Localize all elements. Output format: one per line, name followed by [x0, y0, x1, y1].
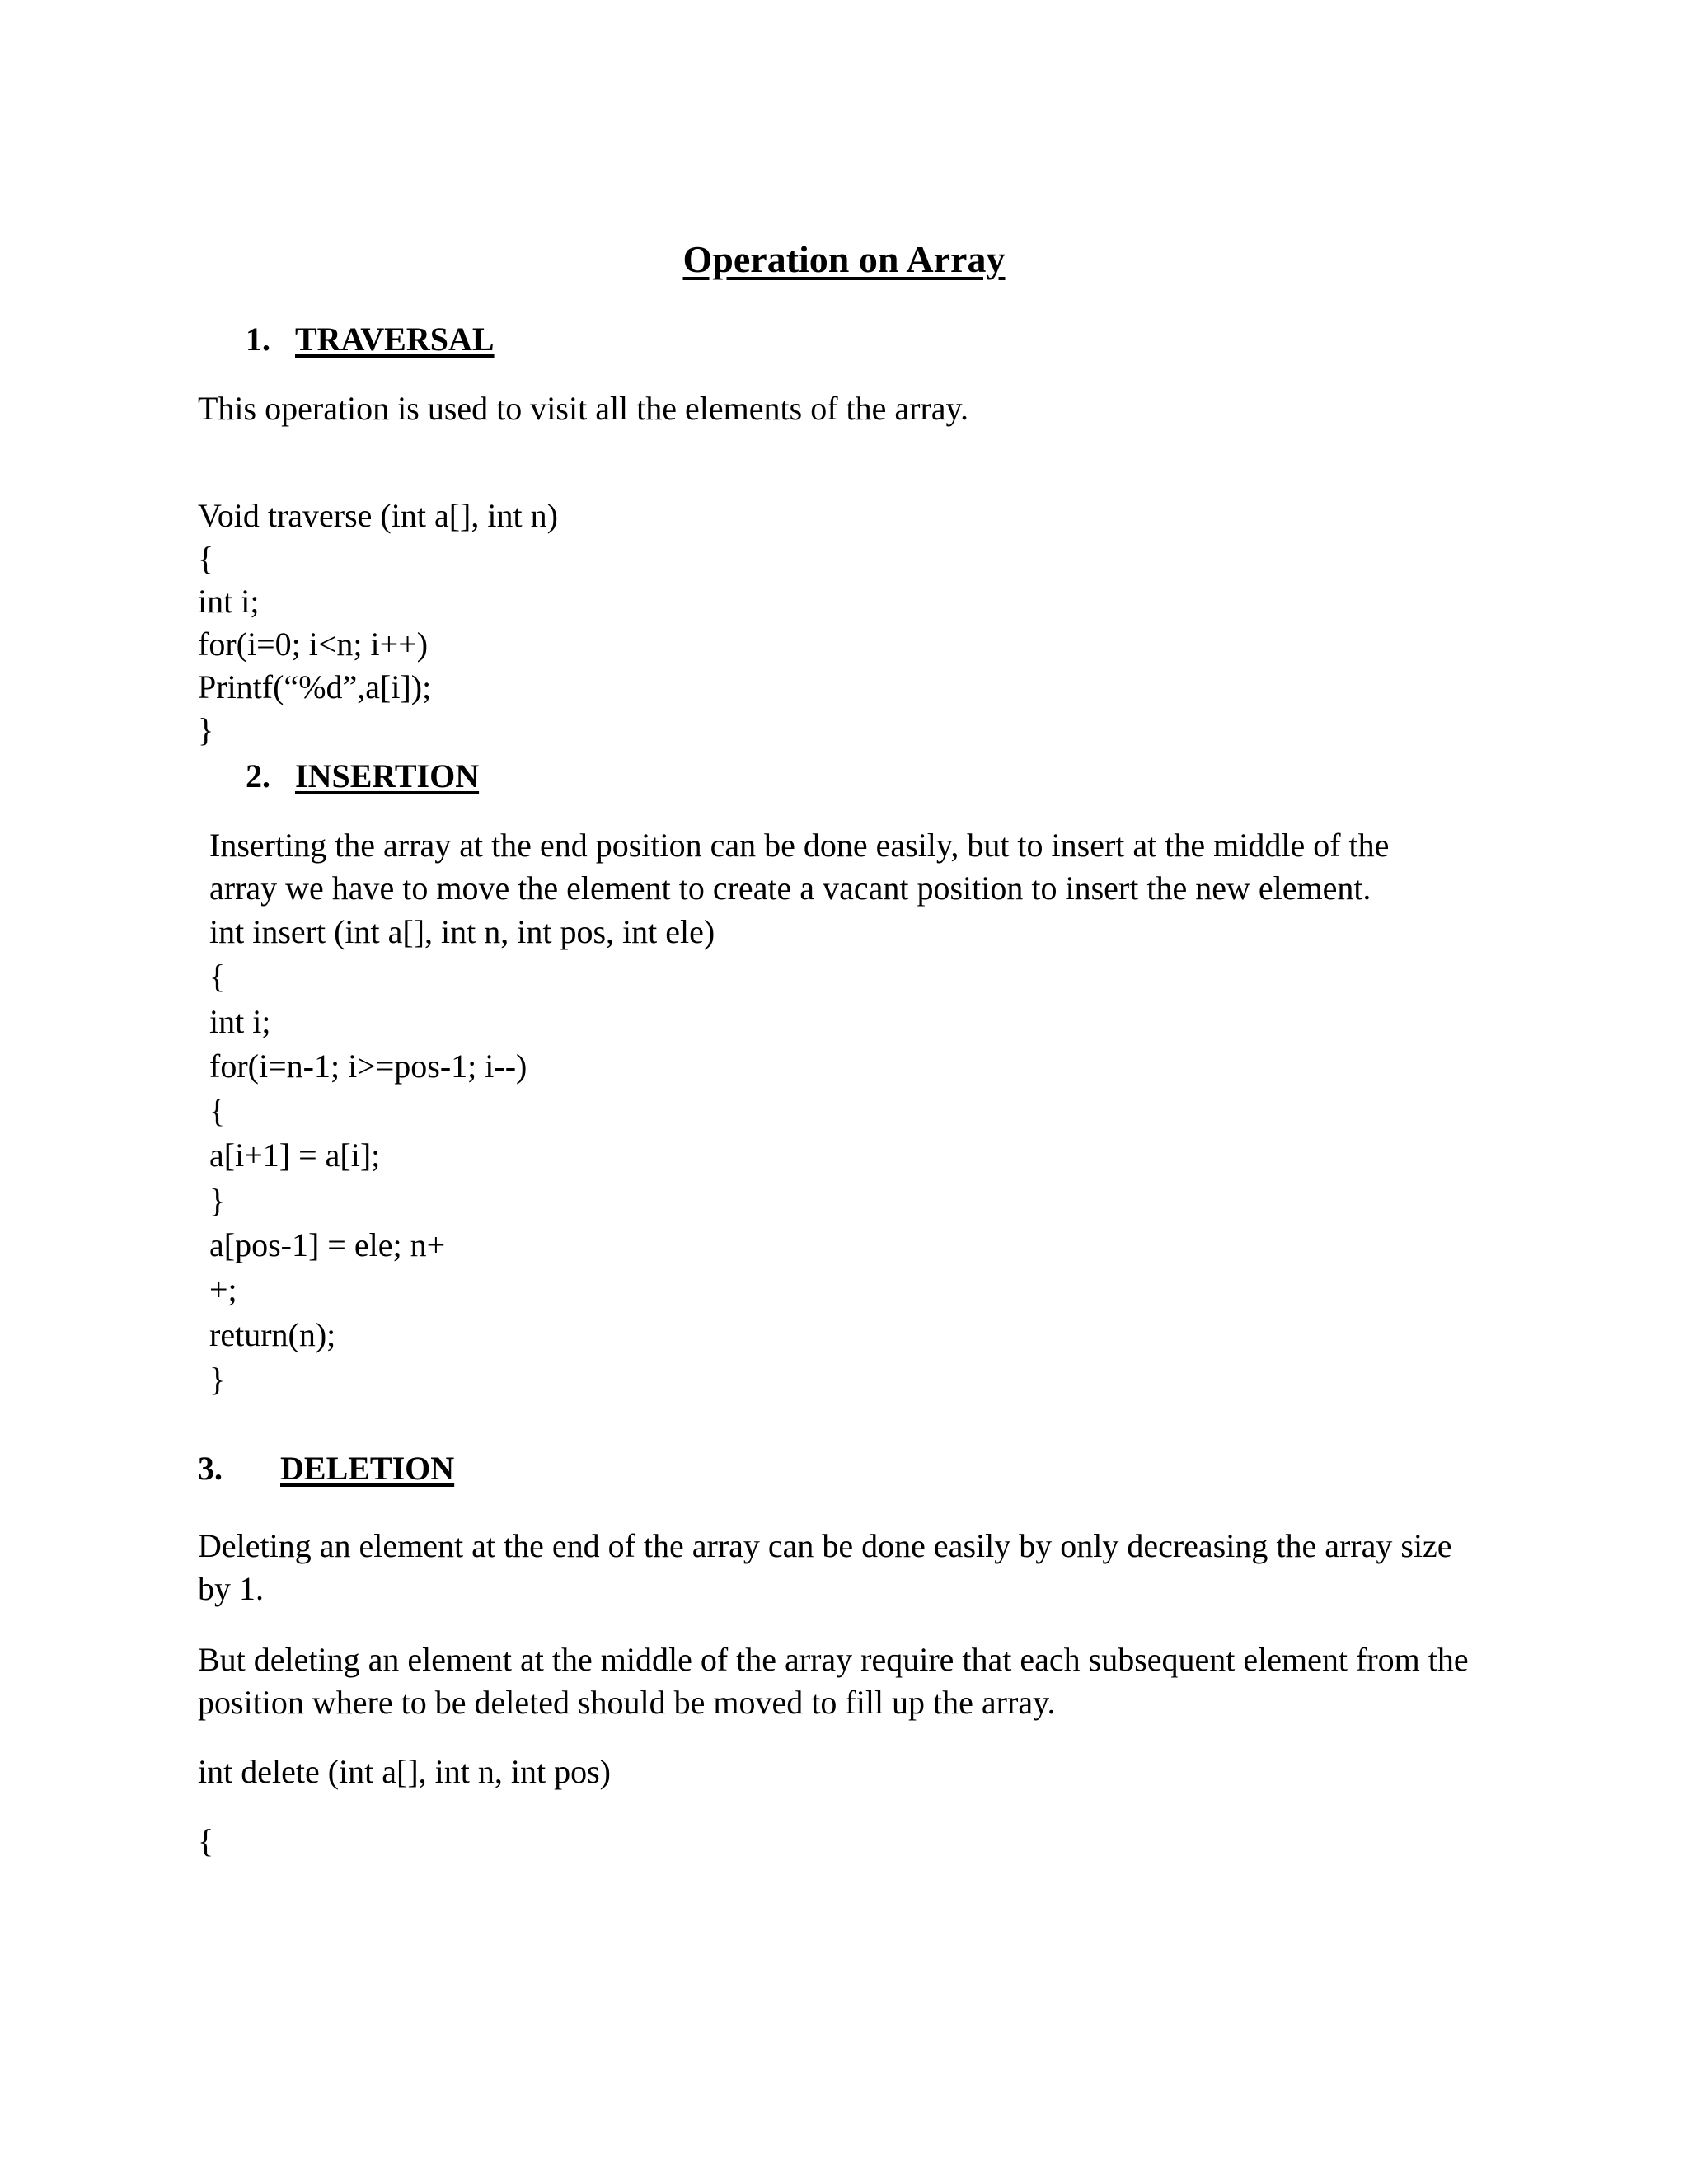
insertion-code-block [209, 910, 715, 1402]
deletion-paragraph-1 [198, 1525, 1452, 1610]
code-line: a[i+1] = a[i]; [209, 1137, 381, 1174]
page-title: Operation on Array [682, 238, 1006, 280]
section-heading-traversal [246, 323, 495, 356]
paragraph-line: Deleting an element at the end of the array can be done easily by only decreasing the array size [198, 1527, 1452, 1564]
code-line: { [198, 540, 214, 577]
code-line: { [209, 958, 226, 996]
code-line: } [209, 1181, 226, 1219]
section-number: 2. [246, 757, 270, 794]
deletion-signature: int delete (int a[], int n, int pos) [198, 1753, 611, 1790]
code-line: { [209, 1092, 226, 1130]
code-line: int i; [198, 583, 260, 620]
section-heading-insertion [246, 757, 480, 794]
description-line: Inserting the array at the end position can be done easily, but to insert at the middle of the [209, 827, 1390, 864]
deletion-paragraph-2 [198, 1638, 1469, 1724]
code-line: Void traverse (int a[], int n) [198, 497, 558, 534]
section-heading-deletion [198, 1452, 454, 1485]
code-line: for(i=0; i<n; i++) [198, 626, 429, 663]
code-line: int i; [209, 1002, 271, 1040]
section-number: 1. [246, 321, 270, 358]
code-line: int insert (int a[], int n, int pos, int ele) [209, 913, 715, 950]
code-line: for(i=n-1; i>=pos-1; i--) [209, 1047, 528, 1085]
section-title: INSERTION [295, 757, 480, 794]
insertion-description [209, 824, 1389, 910]
section-title: TRAVERSAL [295, 321, 495, 358]
traversal-code-block [198, 494, 558, 752]
code-line: } [209, 1360, 226, 1398]
paragraph-line: position where to be deleted should be moved to fill up the array. [198, 1684, 1056, 1721]
code-line: a[pos-1] = ele; n+ [209, 1226, 446, 1264]
traversal-description: This operation is used to visit all the elements of the array. [198, 390, 968, 427]
code-line: +; [209, 1271, 237, 1309]
paragraph-line: But deleting an element at the middle of the array require that each subsequent element from the [198, 1641, 1469, 1678]
code-line: Printf(“%d”,a[i]); [198, 668, 432, 705]
description-line: array we have to move the element to create a vacant position to insert the new element. [209, 869, 1372, 907]
deletion-open-brace: { [198, 1822, 214, 1859]
section-number: 3. [198, 1450, 223, 1487]
code-line: } [198, 711, 214, 748]
paragraph-line: by 1. [198, 1570, 264, 1607]
section-title: DELETION [280, 1450, 455, 1487]
code-line: return(n); [209, 1315, 336, 1353]
